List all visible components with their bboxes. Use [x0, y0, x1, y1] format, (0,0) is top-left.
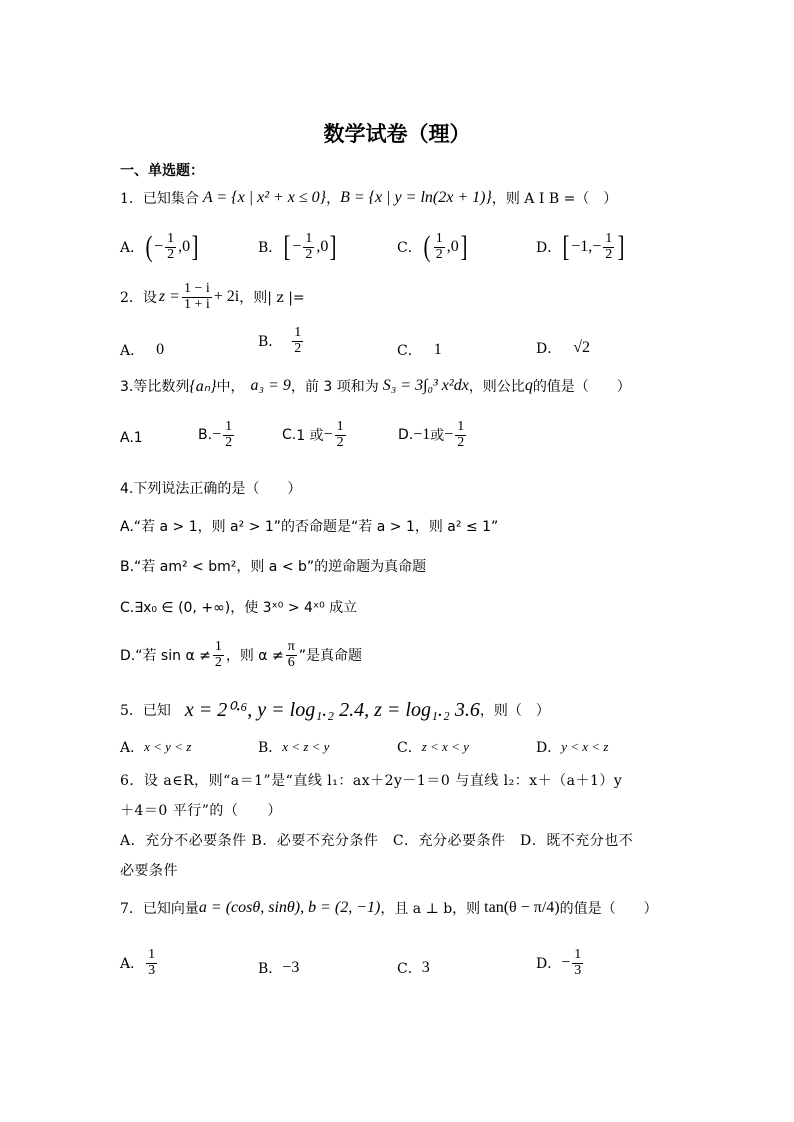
q2-expr: z = — [158, 288, 180, 306]
option-label: A. — [120, 430, 134, 446]
q1-option-d[interactable]: D． [ −1,− $\frac{1}{2}$ ] — [536, 230, 625, 263]
option-label: A． — [120, 240, 145, 256]
q7-vectors: a = (cosθ, sinθ), b = (2, −1) — [198, 899, 381, 916]
option-label: D． — [536, 956, 562, 973]
q3-text: ，则公比 — [468, 379, 525, 395]
q6-line: ＋4＝0 平行”的（ ） — [120, 803, 282, 819]
option-value: 3 — [421, 959, 430, 976]
option-value: 1 — [433, 341, 442, 358]
option-value: x < y < z — [144, 739, 192, 754]
option-label: D. — [398, 427, 414, 444]
fraction: $\frac{1}{2}$ — [457, 419, 465, 450]
bracket: ] — [617, 230, 625, 263]
q4-option-b[interactable]: B.“若 am² < bm²，则 a < b”的逆命题为真命题 — [120, 559, 427, 575]
q2-option-b[interactable] — [258, 326, 305, 356]
question-2 — [120, 282, 305, 312]
option-value: x < z < y — [282, 739, 330, 754]
option-label: D． — [536, 341, 562, 357]
option-label: C. — [282, 427, 297, 444]
option-value: 1 — [133, 430, 143, 446]
option-label: C． — [397, 343, 422, 359]
option-value: 0 — [156, 341, 165, 358]
q6-line: 6．设 a∈R，则“a＝1”是“直线 l₁：ax＋2y－1＝0 与直线 l₂：x＋（a＋1）y — [120, 773, 623, 789]
bracket: ] — [460, 230, 468, 263]
q7-tail: 的值是（ ） — [559, 901, 658, 917]
q1-option-a[interactable]: A． ( − $\frac{1}{2}$ ,0 ] — [120, 230, 199, 263]
option-label: A． — [120, 740, 145, 756]
section-heading: 一、单选题： — [120, 163, 204, 179]
fraction: $\frac{\pi}{6}$ — [287, 639, 295, 670]
fraction: $\frac{1}{3}$ — [574, 947, 582, 978]
exam-title: 数学试卷（理） — [323, 122, 471, 146]
q2-option-c[interactable] — [397, 340, 442, 360]
fraction: $\frac{1}{2}$ — [605, 230, 613, 262]
q2-tail: ，则| z |= — [239, 290, 305, 307]
q7-text: ，且 a ⊥ b，则 — [380, 901, 481, 917]
fraction: $\frac{1}{2}$ — [305, 230, 313, 262]
q4-d-text: ，则 α ≠ — [225, 648, 284, 665]
question-3 — [120, 376, 631, 396]
q7-option-b[interactable] — [258, 958, 299, 978]
bracket: ( — [423, 230, 431, 263]
option-label: D． — [536, 740, 562, 756]
option-label: A． — [120, 956, 145, 973]
option-label: C． — [397, 961, 422, 977]
question-6 — [120, 766, 680, 886]
q2-expr-post: + 2i — [213, 288, 240, 306]
fraction: $\frac{1}{2}$ — [167, 230, 175, 262]
q5-tail: ，则（ ） — [479, 702, 550, 719]
q7-option-a[interactable] — [120, 948, 159, 978]
fraction: $\frac{1}{3}$ — [148, 947, 156, 978]
bracket: ] — [191, 230, 199, 263]
question-1 — [120, 188, 617, 208]
q1-option-b[interactable]: B． [ − $\frac{1}{2}$ ,0 ] — [258, 230, 337, 263]
option-value: y < x < z — [561, 739, 609, 754]
q6-options-cont[interactable]: 必要条件 — [120, 863, 178, 879]
q7-option-d[interactable]: D． − $\frac{1}{3}$ — [536, 947, 582, 978]
option-label: B． — [258, 240, 283, 256]
q3-text: 的值是（ ） — [532, 379, 631, 395]
option-label: B． — [258, 961, 283, 977]
q3-seq: {aₙ} — [189, 378, 217, 395]
q4-d-text: D.“若 sin α ≠ — [120, 648, 211, 665]
q2-option-d[interactable] — [536, 338, 590, 358]
fraction: $\frac{1}{2}$ — [336, 419, 344, 450]
q1-tail: ，则 A I B =（ ） — [491, 191, 618, 207]
option-value: − — [154, 238, 164, 255]
option-value: √2 — [573, 339, 591, 356]
q4-option-c[interactable]: C.∃x₀ ∈ (0, +∞)，使 3ˣ⁰ > 4ˣ⁰ 成立 — [120, 600, 358, 616]
q3-q: q — [524, 377, 533, 394]
q4-option-d[interactable] — [120, 640, 362, 670]
q1-number: 1．已知集合 — [120, 191, 199, 207]
option-label: D． — [536, 240, 562, 256]
q1-sep: ， — [326, 191, 341, 207]
q5-text: 5．已知 — [120, 702, 171, 719]
q3-option-a[interactable] — [120, 430, 143, 446]
bracket: ] — [329, 230, 337, 263]
option-value: −3 — [282, 959, 300, 976]
q3-text: 中， — [216, 379, 245, 395]
q3-text: ，前 3 项和为 — [290, 379, 379, 395]
option-label: C． — [397, 240, 422, 256]
q4-d-text: ”是真命题 — [298, 648, 363, 665]
q4-option-a[interactable]: A.“若 a > 1，则 a² > 1”的否命题是“若 a > 1，则 a² ≤ 1” — [120, 519, 499, 535]
q2-option-a[interactable] — [120, 340, 164, 360]
q3-s3: S₃ = 3∫₀³ x²dx — [382, 377, 469, 394]
q7-option-c[interactable] — [397, 958, 430, 978]
q6-options[interactable]: A．充分不必要条件 B．必要不充分条件 C．充分必要条件 D．既不充分也不 — [120, 833, 634, 849]
q5-option-d[interactable] — [536, 737, 608, 757]
question-5 — [120, 697, 550, 722]
q1-set-a: A = {x | x² + x ≤ 0} — [202, 189, 327, 206]
option-label: A． — [120, 343, 145, 359]
q5-expr: x = 2⁰·⁶, y = log₁.₂ 2.4, z = log₁.₂ 3.6 — [184, 699, 480, 721]
option-label: B． — [258, 740, 283, 756]
bracket: ( — [145, 230, 153, 263]
q3-a3: a₃ = 9 — [250, 377, 291, 394]
fraction: $\frac{1}{2}$ — [435, 230, 443, 262]
question-4-stem: 4.下列说法正确的是（ ） — [120, 481, 302, 497]
q7-text: 7．已知向量 — [120, 901, 199, 917]
fraction: $\frac{1}{2}$ — [225, 419, 233, 450]
bracket: [ — [562, 230, 570, 263]
q3-option-c[interactable]: C. 1 或 − $\frac{1}{2}$ — [282, 419, 344, 450]
q1-set-b: B = {x | y = ln(2x + 1)} — [340, 189, 492, 206]
question-7 — [120, 898, 658, 918]
q1-option-c[interactable]: C． ( $\frac{1}{2}$ ,0 ] — [397, 230, 468, 263]
q3-text: 3.等比数列 — [120, 379, 190, 395]
fraction: $\frac{1}{2}$ — [214, 639, 222, 670]
q5-option-c[interactable] — [397, 737, 469, 757]
fraction: $\frac{1}{2}$ — [294, 325, 302, 356]
q3-option-b[interactable]: B. − $\frac{1}{2}$ — [198, 419, 233, 450]
q2-fraction: $\frac{1 - i}{1 + i}$ — [183, 281, 210, 312]
q5-option-a[interactable] — [120, 737, 191, 757]
q3-option-d[interactable]: D. −1 或 − $\frac{1}{2}$ — [398, 419, 465, 450]
q5-option-b[interactable] — [258, 737, 329, 757]
option-label: C． — [397, 740, 422, 756]
bracket: [ — [283, 230, 291, 263]
option-label: B． — [258, 334, 283, 351]
q7-tan: tan(θ − π/4) — [484, 899, 560, 916]
option-label: B. — [198, 427, 213, 444]
q2-number: 2．设 — [120, 290, 157, 307]
option-value: z < x < y — [421, 739, 469, 754]
